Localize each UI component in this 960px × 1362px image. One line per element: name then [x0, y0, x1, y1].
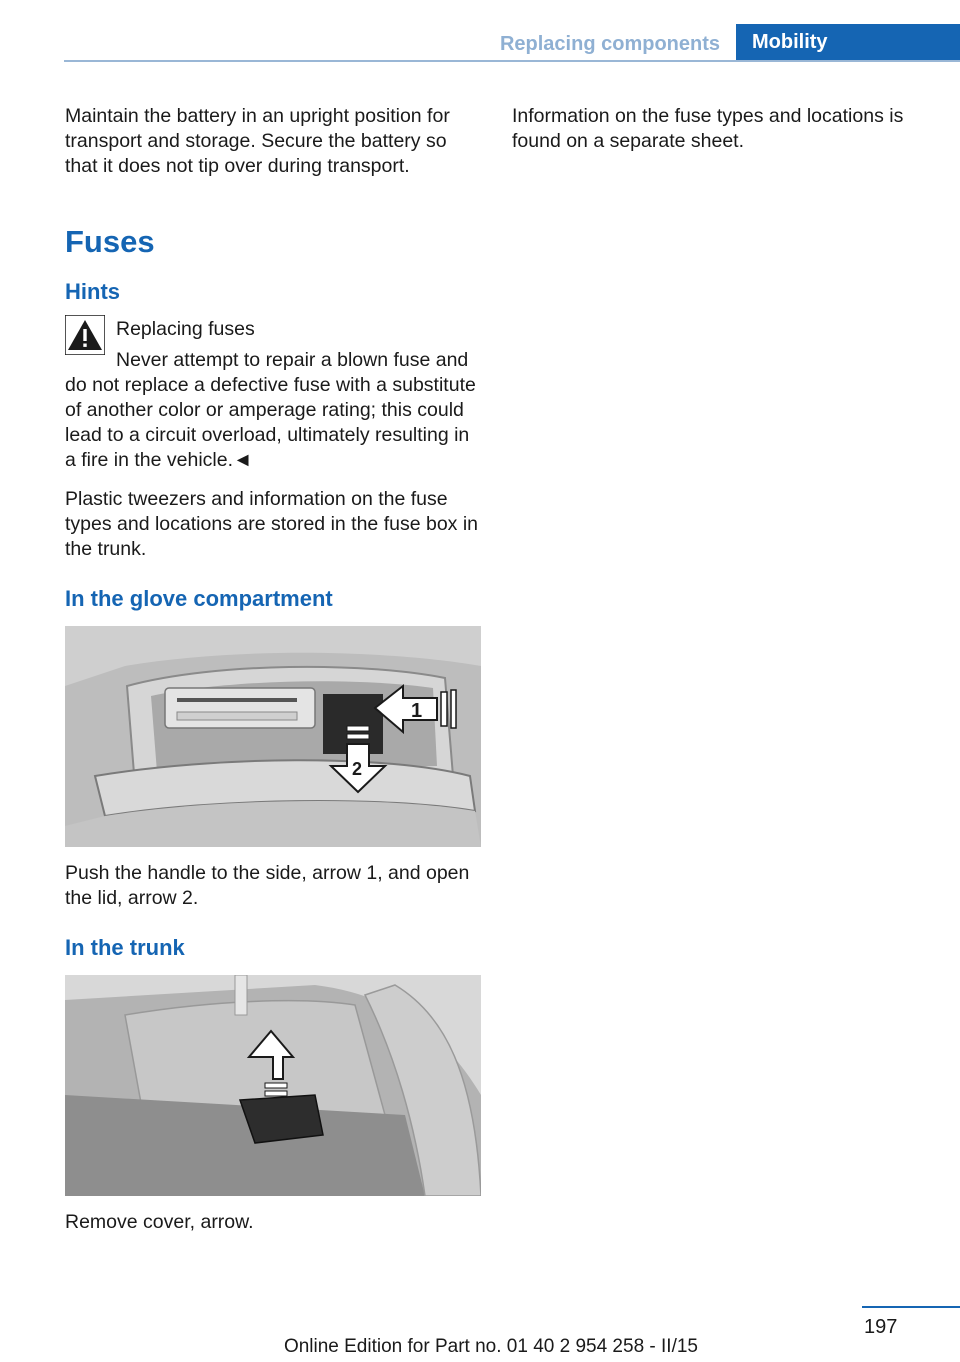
glove-arrow-label-2: 2	[352, 759, 363, 779]
fuse-info-text: Information on the fuse types and locations is found on a separate sheet.	[512, 105, 904, 152]
warning-block	[65, 317, 481, 473]
tweezers-text: Plastic tweezers and information on the fuse types and locations are stored in the fuse box in the trunk.	[65, 488, 479, 560]
running-header-chapter: Mobility	[736, 24, 960, 61]
edition-note: Online Edition for Part no. 01 40 2 954 258 - II/15	[283, 1336, 698, 1357]
header-rule	[64, 60, 960, 62]
left-column	[65, 104, 481, 1249]
trunk-caption: Remove cover, arrow.	[65, 1211, 254, 1233]
warning-triangle-icon	[65, 315, 105, 355]
glove-compartment-title: In the glove compartment	[65, 586, 333, 611]
warning-title: Replacing fuses	[116, 318, 255, 340]
hints-title: Hints	[65, 279, 120, 304]
page-number: 197	[864, 1316, 898, 1338]
glove-arrow-label-1: 1	[411, 700, 423, 722]
glove-compartment-caption: Push the handle to the side, arrow 1, and open the lid, arrow 2.	[65, 862, 470, 909]
footer-rule	[862, 1306, 960, 1308]
running-header-section: Replacing components	[499, 33, 720, 55]
warning-body: Never attempt to repair a blown fuse and do not replace a defective fuse with a substitute of another color or amperage rating; this could lead to a circuit overload, ultimately resulting in a fire in the vehicle.◄	[65, 349, 476, 471]
trunk-title: In the trunk	[65, 935, 185, 960]
section-title: Fuses	[65, 224, 155, 259]
trunk-image	[65, 975, 481, 1196]
right-column	[512, 104, 922, 168]
battery-intro: Maintain the battery in an upright position for transport and storage. Secure the battery so that it does not tip over during transport.	[65, 105, 450, 177]
glove-compartment-image	[65, 626, 481, 847]
